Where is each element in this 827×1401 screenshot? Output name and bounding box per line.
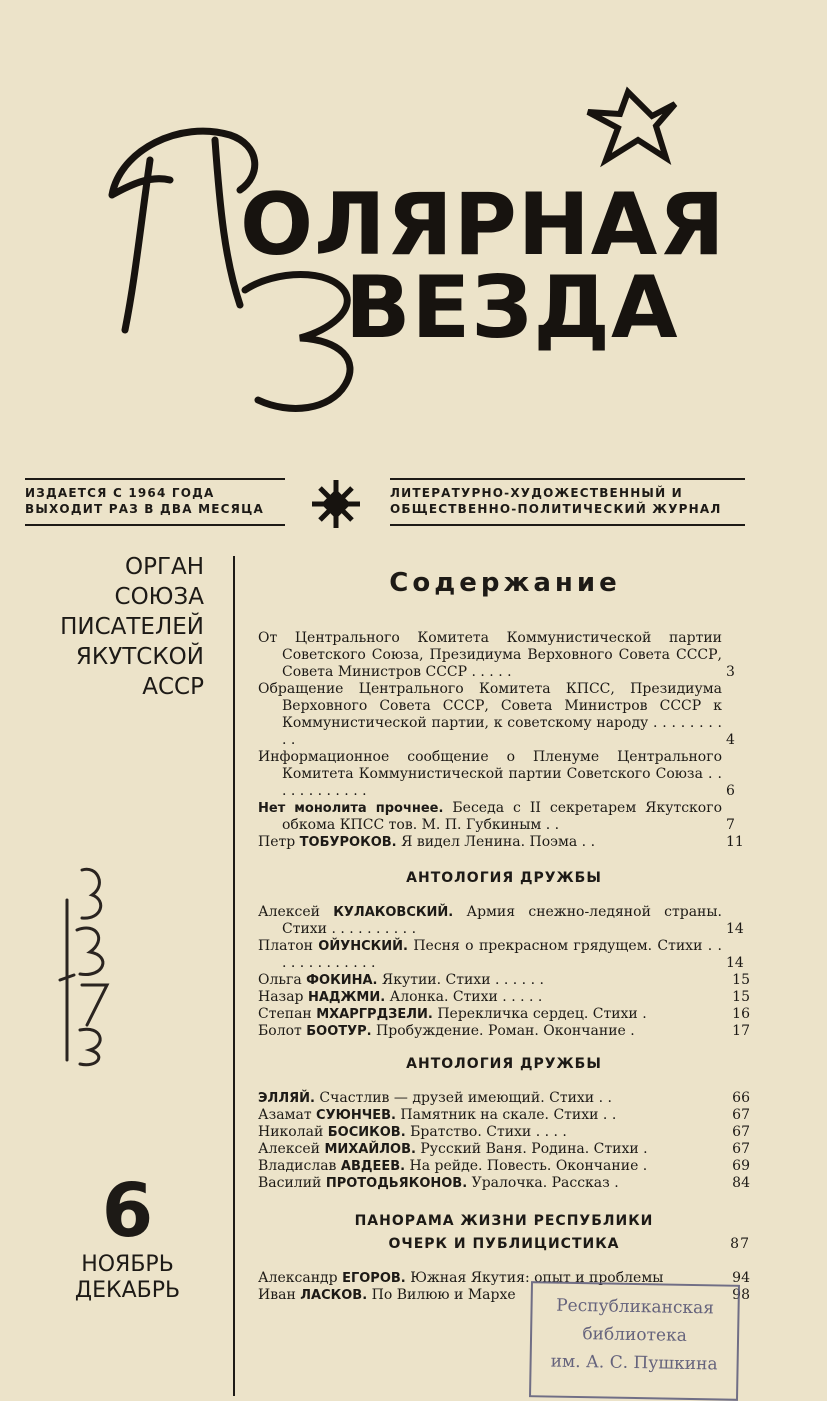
star-icon (588, 92, 675, 160)
section-heading-2: АНТОЛОГИЯ ДРУЖБЫ (406, 1056, 602, 1072)
title-line-1: ОЛЯРНАЯ (240, 175, 726, 275)
toc-entry: Нет монолита прочнее. Беседа с II секретарем Якутского обкома КПСС тов. М. П. Губкиным . . 7 (258, 800, 735, 833)
toc-title: Содержание (389, 568, 621, 598)
organ-line-1: ОРГАН (124, 554, 204, 580)
info-rule-left-bottom (25, 524, 285, 526)
page-number: 87 (730, 1236, 750, 1252)
toc-entry: Владислав АВДЕЕВ. На рейде. Повесть. Окончание . 69 (258, 1158, 750, 1174)
section-heading-1: АНТОЛОГИЯ ДРУЖБЫ (406, 870, 602, 886)
toc-entry: Петр ТОБУРОКОВ. Я видел Ленина. Поэма . . 11 (258, 834, 744, 850)
issue-number: 6 (101, 1168, 154, 1254)
toc-entry: Платон ОЙУНСКИЙ. Песня о прекрасном грядущем. Стихи . . . . . . . . . . . . . 14 (258, 938, 744, 971)
info-right-line-1: ЛИТЕРАТУРНО-ХУДОЖЕСТВЕННЫЙ И (390, 486, 683, 500)
toc-entry: Назар НАДЖМИ. Алонка. Стихи . . . . . 15 (258, 989, 750, 1005)
ornament-icon (308, 476, 364, 532)
toc-entry: Николай БОСИКОВ. Братство. Стихи . . . . 67 (258, 1124, 750, 1140)
toc-entry: Информационное сообщение о Пленуме Центрального Комитета Коммунистической партии Советского Союза . . . . . . . . . . . . 6 (258, 749, 735, 799)
column-divider (233, 556, 235, 1396)
toc-entry: От Центрального Комитета Коммунистической партии Советского Союза, Президиума Верховного Совета СССР, Совета Министров СССР . . . . . 3 (258, 630, 735, 680)
info-rule-right-bottom (390, 524, 745, 526)
toc-entry: Ольга ФОКИНА. Якутии. Стихи . . . . . . 15 (258, 972, 750, 988)
page-number: 16 (732, 1006, 750, 1022)
issue-month-2: ДЕКАБРЬ (74, 1278, 181, 1303)
organ-line-2: СОЮЗА (114, 584, 204, 610)
page-number: 17 (732, 1023, 750, 1039)
page-number: 15 (732, 989, 750, 1005)
toc-entry: Александр ЕГОРОВ. Южная Якутия: опыт и проблемы 94 (258, 1270, 750, 1286)
page-number: 67 (732, 1124, 750, 1140)
toc-main-list (258, 630, 750, 851)
organ-block (30, 552, 204, 702)
toc-entry: Болот БООТУР. Пробуждение. Роман. Окончание . 17 (258, 1023, 750, 1039)
page-number: 84 (732, 1175, 750, 1191)
toc-entry: Алексей МИХАЙЛОВ. Русский Ваня. Родина. Стихи . 67 (258, 1141, 750, 1157)
toc-entry: Иван ЛАСКОВ. По Вилюю и Мархе 98 (258, 1287, 750, 1303)
section-heading-3a: ПАНОРАМА ЖИЗНИ РЕСПУБЛИКИ (354, 1213, 654, 1229)
stamp-line-1: Республиканская (556, 1295, 715, 1319)
info-rule-right-top (390, 478, 745, 480)
page-number: 15 (732, 972, 750, 988)
page-number: 66 (732, 1090, 750, 1106)
toc-entry: Василий ПРОТОДЬЯКОНОВ. Уралочка. Рассказ . 84 (258, 1175, 750, 1191)
toc-entry: Азамат СУЮНЧЕВ. Памятник на скале. Стихи . . 67 (258, 1107, 750, 1123)
toc-entry: Степан МХАРГРДЗЕЛИ. Перекличка сердец. Стихи . 16 (258, 1006, 750, 1022)
library-stamp (529, 1281, 740, 1401)
page-number: 67 (732, 1107, 750, 1123)
script-p-letter (112, 131, 255, 330)
stamp-line-3: им. А. С. Пушкина (550, 1351, 718, 1375)
organ-line-5: АССР (142, 674, 204, 700)
stamp-line-2: библиотека (582, 1324, 687, 1346)
toc-entry: Обращение Центрального Комитета КПСС, Президиума Верховного Совета СССР, Совета Министров СССР к Коммунистической партии, к советскому народу . . . . . . . . . . 4 (258, 681, 735, 748)
info-right-line-2: ОБЩЕСТВЕННО-ПОЛИТИЧЕСКИЙ ЖУРНАЛ (390, 502, 722, 516)
info-left-line-1: ИЗДАЕТСЯ С 1964 ГОДА (25, 486, 215, 500)
info-rule-left-top (25, 478, 285, 480)
info-left-line-2: ВЫХОДИТ РАЗ В ДВА МЕСЯЦА (25, 502, 264, 516)
organ-line-3: ПИСАТЕЛЕЙ (60, 614, 204, 640)
script-z-letter (245, 275, 350, 409)
section-heading-3b: ОЧЕРК И ПУБЛИЦИСТИКА 87 (388, 1236, 750, 1252)
page-number: 94 (732, 1270, 750, 1286)
page-number: 69 (732, 1158, 750, 1174)
toc-entry: ЭЛЛЯЙ. Счастлив — друзей имеющий. Стихи . . 66 (258, 1090, 750, 1106)
toc-section-2-list (258, 1090, 750, 1192)
handwritten-number-mark (52, 860, 132, 1070)
title-line-2: ВЕЗДА (345, 258, 679, 358)
page-number: 67 (732, 1141, 750, 1157)
organ-line-4: ЯКУТСКОЙ (75, 644, 204, 670)
toc-section-1-list (258, 904, 750, 1040)
issue-month-1: НОЯБРЬ (81, 1252, 174, 1277)
page-number: 98 (732, 1287, 750, 1303)
toc-entry: Алексей КУЛАКОВСКИЙ. Армия снежно-ледяной страны. Стихи . . . . . . . . . . 14 (258, 904, 744, 937)
